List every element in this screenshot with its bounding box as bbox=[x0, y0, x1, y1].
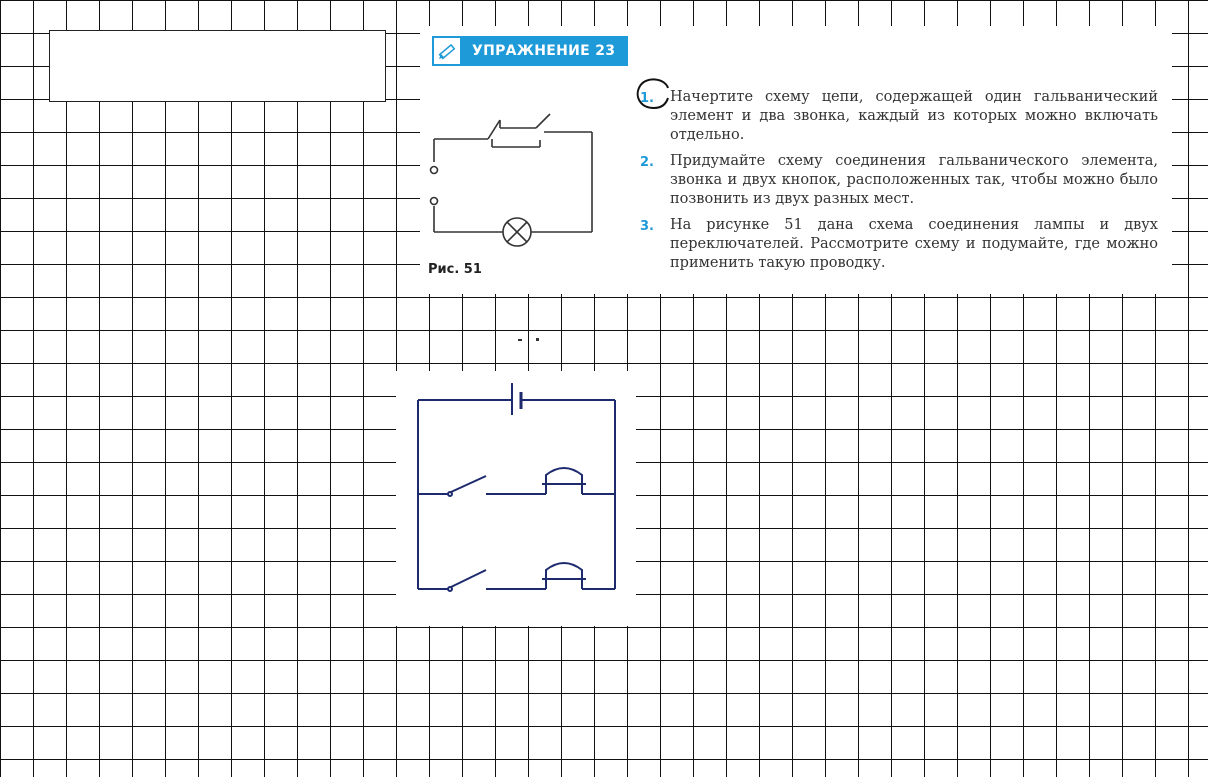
task-number: 3. bbox=[640, 219, 654, 234]
figure-51-circuit bbox=[428, 102, 608, 252]
terminal bbox=[431, 198, 438, 205]
name-box bbox=[49, 30, 386, 102]
task-text: Придумайте схему соединения гальванического элемента, звонка и двух кнопок, расположенных так, чтобы можно было позвонить из двух разных мест. bbox=[670, 153, 1158, 207]
task-number: 2. bbox=[640, 155, 654, 170]
terminal bbox=[431, 167, 438, 174]
switch-blade bbox=[451, 476, 486, 492]
task-number: 1. bbox=[640, 91, 654, 106]
task-item bbox=[640, 216, 1158, 273]
textbook-excerpt bbox=[420, 26, 1172, 294]
solution-panel bbox=[396, 371, 636, 626]
task-text: Начертите схему цепи, содержащей один гальванический элемент и два звонка, каждый из которых можно включать отдельно. bbox=[670, 89, 1158, 143]
pencil-icon bbox=[432, 36, 462, 66]
bell-icon bbox=[546, 563, 582, 579]
exercise-title: УПРАЖНЕНИЕ 23 bbox=[472, 43, 616, 59]
stray-marks bbox=[517, 336, 543, 344]
figure-caption: Рис. 51 bbox=[428, 262, 482, 277]
task-text: На рисунке 51 дана схема соединения лампы и двух переключателей. Рассмотрите схему и подумайте, где можно применить такую проводку. bbox=[670, 217, 1158, 271]
task-list bbox=[640, 88, 1158, 280]
bell-icon bbox=[546, 468, 582, 484]
task-item bbox=[640, 88, 1158, 145]
switch-blade bbox=[488, 120, 500, 139]
switch-blade bbox=[536, 114, 550, 128]
switch-blade bbox=[451, 570, 486, 587]
exercise-badge bbox=[432, 36, 628, 66]
task-item bbox=[640, 152, 1158, 209]
solution-circuit bbox=[396, 371, 636, 626]
